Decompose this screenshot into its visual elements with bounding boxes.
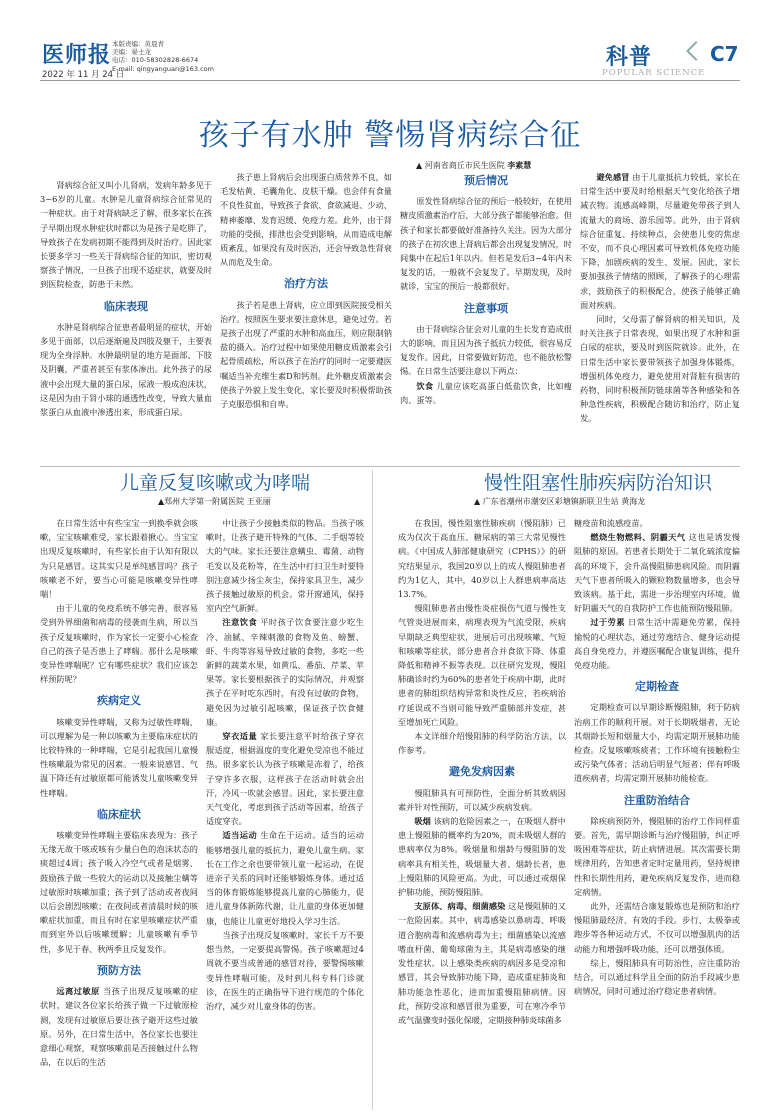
subheading-treatment: 治疗方法 <box>284 277 328 291</box>
paragraph-text: 当孩子出现反复咳嗽的症状时，建议各位家长给孩子做一下过敏原检测，发现有过敏原后要让孩子避开这些过敏原。另外，在日常生活中，各位家长也要注意细心观察，观察咳嗽前是否接触过什么物品，在以后的生活 <box>40 986 198 1068</box>
paragraph-text: 家长要注意平时给孩子穿衣服适度，根据温度的变化避免受凉也不能过热。很多家长认为孩子咳嗽是冻着了，给孩子穿许多衣服，这样孩子在活动时就会出汗，冷风一吹就会感冒。因此，家长要注意天气变化，考虑到孩子活动等因素，给孩子适度穿衣。 <box>206 731 364 827</box>
section-title-en: POPULAR SCIENCE <box>602 68 706 78</box>
subheading-prognosis: 预后情况 <box>464 174 508 187</box>
paragraph: 孩子患上肾病后会出现蛋白质营养不良，如毛发枯黄、毛囊角化、皮肤干燥。也会伴有食量不良性贫血，导致孩子食欲、食欲减退、少动、精神萎靡、发育迟缓、免疫力差。此外，由于肾功能的受损，排泄也会受到影响，从而造成电解质紊乱，如果没有及时医治，还会导致急性肾衰从而危及生命。 <box>220 172 392 268</box>
keyword: 燃烧生物燃料、阴霾天气 <box>590 532 686 543</box>
paragraph: 综上，慢阻肺具有可防治性，应注重防治结合，可以通过科学且全面的防治手段减少患病情况，同时可通过治疗稳定患者病情。 <box>574 957 740 997</box>
keyword: 穿衣适量 <box>222 731 258 742</box>
paragraph: 慢阻肺患者由慢性炎症损伤气道与慢性支气管炎进展而来，病理表现为气流受限，疾病早期缺乏典型症状，进展后可出现咳嗽、气短和咳嗽等症状，部分患者合并食欲下降、体重降低和精神不振等表现。以往研究发现，慢阻肺确诊时约为60%的患者处于疾病中期，此时患者的肺组织结构异常和炎性反应，若疾病治疗延误或不当则可能导致严重肺部并发症，甚至增加死亡风险。 <box>398 603 566 727</box>
paragraph <box>398 814 566 899</box>
paragraph: 定期检查可以早期诊断慢阻肺，利于防病治病工作的顺利开展。对于长期吸烟者，无论其烟龄长短和烟量大小，均需定期开展肺功能检查。反复咳嗽咳痰者；工作环境有接触粉尘或污染气体者；活动后明显气短者；伴有呼吸道疾病者，均需定期开展肺功能检查。 <box>574 702 740 784</box>
paragraph: 中让孩子少接触类似的物品。当孩子咳嗽时，让孩子避开特殊的气体、二手烟等较大的气味。家长还要注意螨虫、霉菌、动物毛发以及花粉等，在生活中打扫卫生时要特别注意减少扬尘灰尘，保持家具卫生，减少孩子接触过敏原的机会。常开窗通风，保持室内空气新鲜。 <box>206 518 364 614</box>
paragraph-text: 这也是诱发慢阻肺的原因。若患者长期处于二氧化硫浓度偏高的环境下，会升高慢阻肺患病风险。而阴霾天气下患者所吸入的颗粒物数量增多，也会导致该病。基于此，需进一步治理室内环境，做好阴霾天气的自我防护工作也能预防慢阻肺。 <box>574 532 740 614</box>
paragraph: 肾病综合征又叫小儿肾病，发病年龄多见于3~6岁的儿童。水肿是儿童肾病综合征常见的一种症状。由于对肾病缺乏了解，很多家长在孩子早期出现水肿症状时都以为是孩子是吃胖了，导致孩子在发病初期不能得到及时治疗。因此家长要多学习一些关于肾病综合征的知识，密切观察孩子情况，一旦孩子出现不适症状，就要及时到医院检查，防患于未然。 <box>40 180 212 290</box>
article-1-column-1 <box>40 178 212 419</box>
paragraph: 水肿是肾病综合征患者最明显的症状，开始多见于面部，以后逐渐遍及四肢及躯干，主要表现为全身浮肿。水肿最明显的地方是面部、下肢及阴囊，严重者甚至有浆体渗出。此外孩子的尿液中会出现大量的蛋白尿，尿液一般成泡沫状，这是因为由于肾小球的通透性改变，导致大量血浆蛋白从血液中渗透出来，形成蛋白尿。 <box>40 321 212 418</box>
paragraph-text: 日常生活中需避免劳累，保持愉悦的心理状态，通过劳逸结合、健身运动提高自身免疫力，并遵医嘱配合康复训练，提升免疫功能。 <box>574 617 740 671</box>
paragraph-text: 儿童应该吃高蛋白低盐饮食，比如瘦肉、蛋等。 <box>400 380 572 405</box>
paragraph: 由于儿童的免疫系统不够完善，很容易受到外界细菌和病毒的侵袭而生病，所以当孩子反复咳嗽时，作为家长一定要小心检查自己的孩子是否患上了哮喘。那什么是咳嗽变异性哮喘呢？它有哪些症状？我们应该怎样预防呢？ <box>40 603 198 685</box>
article-3-byline: ▲ 广东省潮州市潮安区彩塘镇新联卫生站 黄海龙 <box>474 497 646 506</box>
subheading-clinical: 临床表现 <box>104 299 148 313</box>
article-2-title: 儿童反复咳嗽或为哮喘 <box>120 472 311 494</box>
paragraph <box>580 170 740 312</box>
byline-org: ▲ 河南省商丘市民生医院 <box>416 161 505 170</box>
issue-date: 2022 年 11 月 24 日 <box>42 70 125 80</box>
paragraph <box>40 984 198 1069</box>
article-3-column-2 <box>574 516 740 999</box>
article-2-column-1 <box>40 516 198 1069</box>
paragraph <box>574 615 740 672</box>
keyword: 过于劳累 <box>590 617 625 628</box>
page-number: C7 <box>710 42 739 66</box>
paragraph: 在日常生活中有些宝宝一到换季就会咳嗽，宝宝咳嗽难受，家长跟着揪心。当宝宝出现反复咳嗽时，有些家长由于认知有限以为只是感冒。这其实只是单纯感冒吗？孩子咳嗽老不好，要当心可能是咳嗽变异性哮喘！ <box>40 518 198 600</box>
newspaper-logo: 医师报 <box>42 42 112 68</box>
section-divider <box>40 466 740 467</box>
paragraph: 由于肾病综合征会对儿童的生长发育造成很大的影响，而且因为孩子抵抗力较低，很容易反复发作。因此，日常要做好防范，也不能放松警惕。在日常生活要注意以下两点： <box>400 323 572 377</box>
article-1-title: 孩子有水肿 警惕肾病综合征 <box>198 118 582 153</box>
paragraph: 孩子若是患上肾病，应立即到医院接受相关治疗。按照医生要求要注意休息，避免过劳。若是孩子出现了严重的水肿和高血压，则应限制钠盐的摄入。治疗过程中如果使用糖皮质激素会引起骨质疏松，所以孩子在治疗的同时一定要遵医嘱适当补充维生素D和钙剂。此外糖皮质激素会使孩子外貌上发生变化，家长要及时积极帮助孩子克服恐惧和自卑。 <box>220 299 392 410</box>
header-divider <box>40 80 740 81</box>
paragraph <box>206 729 364 828</box>
paragraph: 此外，还需结合康复锻炼也是预防和治疗慢阻肺最经济、有效的手段。步行、太极拳或跑步等各种运动方式，不仅可以增强肌肉的活动能力和增强呼吸功能，还可以增强体质。 <box>574 901 740 954</box>
paragraph-text: 由于儿童抵抗力较低，家长在日常生活中要及时给根据天气变化给孩子增减衣物。流感高峰期，尽量避免带孩子到人流量大的商场、游乐园等。此外，由于肾病综合征重复、持续种点，会使患儿变的焦虑不安，而不良心理因素可导致机体免疫功能下降，加剧疾病的发生、发展。因此，家长要加强孩子情绪的照顾，了解孩子的心理需求，鼓励孩子的积极配合，使孩子能够正确面对疾病。 <box>580 172 740 310</box>
paragraph: 在我国，慢性阻塞性肺疾病（慢阻肺）已成为仅次于高血压、糖尿病的第三大常见慢性病。《中国成人肺部健康研究（CPHS）》的研究结果显示，我国20岁以上的成人慢阻肺患者约为1亿人，其中，40岁以上人群患病率高达13.7%。 <box>398 518 566 600</box>
paragraph-text: 该病的危险因素之一，在吸烟人群中患上慢阻肺的概率约为20%，而未吸烟人群的患病率仅为8%。吸烟量和烟龄与慢阻肺的发病率具有相关性，吸烟量大者、烟龄长者，患上慢阻肺的风险更高。为此，可以通过戒烟保护肺功能，预防慢阻肺。 <box>398 816 566 898</box>
paragraph <box>206 615 364 729</box>
paragraph <box>574 530 740 615</box>
paragraph <box>400 379 572 407</box>
paragraph: 同时，父母需了解肾病的相关知识，及时关注孩子日常表现，如果出现了水肿和蛋白尿的症状，要及时到医院就诊。此外，在日常生活中家长要带领孩子加强身体锻炼，增强机体免疫力，避免使用对肾脏有损害的药物，同时积极预防链球菌等各种感染和各种急性疾病，积极配合随访和治疗，防止复发。 <box>580 314 740 424</box>
editor-line: 电话：010-58302828-6674 <box>112 56 199 65</box>
paragraph <box>206 828 364 927</box>
paragraph: 本文详细介绍慢阻肺的科学防治方法，以作参考。 <box>398 731 566 756</box>
subheading-notes: 注意事项 <box>464 301 508 315</box>
paragraph-text: 生命在于运动。适当的运动能够增强儿童的抵抗力，避免儿童生病。家长在工作之余也要带领儿童一起运动，在促进亲子关系的同时还能够锻炼身体。通过适当的体育锻炼能够提高儿童的心肺能力，促进儿童身体新陈代谢，让儿童的身体更加健康，也能让儿童更好地投入学习生活。 <box>206 830 364 926</box>
keyword: 远离过敏原 <box>56 986 100 997</box>
article-1-column-4 <box>580 170 740 426</box>
paragraph-text: 这是慢阻肺的又一危险因素。其中，病毒感染以鼻病毒、呼吸道合胞病毒和流感病毒为主；细菌感染以流感嗜血杆菌、葡萄球菌为主，其是病毒感染的继发性症状。以上感染类疾病的病因多是受凉和感冒，其会导致肺功能下降，造成重症肺炎和肺功能急性恶化，进而加重慢阻肺病情。因此，预防受凉和感冒很为重要，可在寒冷季节或气温骤变时强化保暖，定期接种肺炎球菌多 <box>398 901 566 1025</box>
subheading-combo: 注重防治结合 <box>624 793 690 807</box>
article-1-column-2 <box>220 170 392 411</box>
paragraph <box>398 899 566 1027</box>
keyword: 支原体、病毒、细菌感染 <box>414 901 506 912</box>
paragraph: 慢阻肺具有可预防性，全面分析其致病因素并针对性预防，可以减少疾病发病。 <box>398 787 566 812</box>
paragraph: 原发性肾病综合征的预后一般较好，在使用糖皮质激素治疗后，大部分孩子都能够治愈。但孩子和家长都要做好准备持久关注。因为大部分的孩子在初次患上肾病后都会出现复发情况，时间集中在起后1年以内。但若是发后3~4年内未复发的话，一般就不会复发了。早期发现，及时就诊，宝宝的预后一般都很好。 <box>400 196 572 292</box>
subheading-symptoms: 临床症状 <box>97 807 141 821</box>
editor-info <box>112 40 214 73</box>
paragraph: 咳嗽变异性哮喘主要临床表现为：孩子无缘无故干咳或咳有少量白色的泡沫状态的痰超过4周；孩子吸入冷空气或者是烟雾、鼓励孩子做一些较大的运动以及接触尘螨等过敏原时咳嗽加重；孩子到了活动或者夜间以后会剧烈咳嗽；在夜间或者清晨时候的咳嗽症状加重，而且有时在家里咳嗽症状严重而到室外以后咳嗽缓解；儿童咳嗽有季节性，多见于春、秋两季且反复发作。 <box>40 830 198 954</box>
article-1-byline <box>416 160 531 171</box>
column-divider <box>372 470 373 1110</box>
keyword: 饮食 <box>416 380 434 391</box>
subheading-definition: 疾病定义 <box>97 694 141 708</box>
keyword: 适当运动 <box>222 830 258 841</box>
editor-line: 美编：晏士龙 <box>112 48 151 57</box>
subheading-prevention: 预防方法 <box>97 963 141 977</box>
keyword: 注意饮食 <box>222 617 258 628</box>
editor-line: E-mail: qingyanguan@163.com <box>112 64 214 73</box>
keyword: 吸烟 <box>414 816 431 827</box>
paragraph: 除疾病预防外，慢阻肺的治疗工作同样重要。首先，需早期诊断与治疗慢阻肺，纠正呼吸困难等症状，防止病情进展。其次需要长期规律用药，告知患者定时定量用药，坚持规律性和长期性用药，避免疾病反复发作，进而稳定病情。 <box>574 815 740 897</box>
subheading-check: 定期检查 <box>635 680 679 694</box>
section-title: 科普 <box>606 45 653 70</box>
keyword: 避免感冒 <box>596 172 630 182</box>
paragraph: 咳嗽变异性哮喘，又称为过敏性哮喘，可以理解为是一种以咳嗽为主要临床症状的比较特殊的一种哮喘，它是引起我国儿童慢性咳嗽最为常见的因素。一般来说感冒、气温下降还有过敏原都可能诱发儿童咳嗽变异性哮喘。 <box>40 716 198 798</box>
article-3-column-1 <box>398 516 566 1027</box>
paragraph: 当孩子出现反复咳嗽时，家长千万不要想当然，一定要提高警惕。孩子咳嗽超过4周就不要当成普通的感冒对待，要警惕咳嗽变异性哮喘可能，及时到儿科专科门诊就诊，在医生的正确指导下进行规范的个体化治疗，减少对儿童身体的伤害。 <box>206 929 364 1011</box>
paragraph: 糖疫苗和流感疫苗。 <box>574 518 648 528</box>
subheading-causes: 避免发病因素 <box>449 765 515 779</box>
article-1-column-3 <box>400 174 572 407</box>
article-3-title: 慢性阻塞性肺疾病防治知识 <box>484 472 713 494</box>
article-2-byline: ▲郑州大学第一附属医院 王亚丽 <box>158 497 271 506</box>
paragraph-text: 平时孩子饮食要注意少吃生冷、油腻、辛辣刺激的食物及鱼、螃蟹、虾、牛肉等容易导致过敏的食物，多吃一些新鲜的蔬菜水果，如黄瓜、番茄、芹菜、苹果等。家长要根据孩子的实际情况，并观察孩子在平时吃东西时，有没有过敏的食物，避免因为过敏引起咳嗽，保证孩子饮食健康。 <box>206 617 364 727</box>
chevron-left-icon <box>686 41 706 61</box>
byline-author: 李素慧 <box>507 161 532 170</box>
article-2-column-2 <box>206 516 364 1013</box>
editor-line: 本版责编：黄晨青 <box>112 40 164 48</box>
